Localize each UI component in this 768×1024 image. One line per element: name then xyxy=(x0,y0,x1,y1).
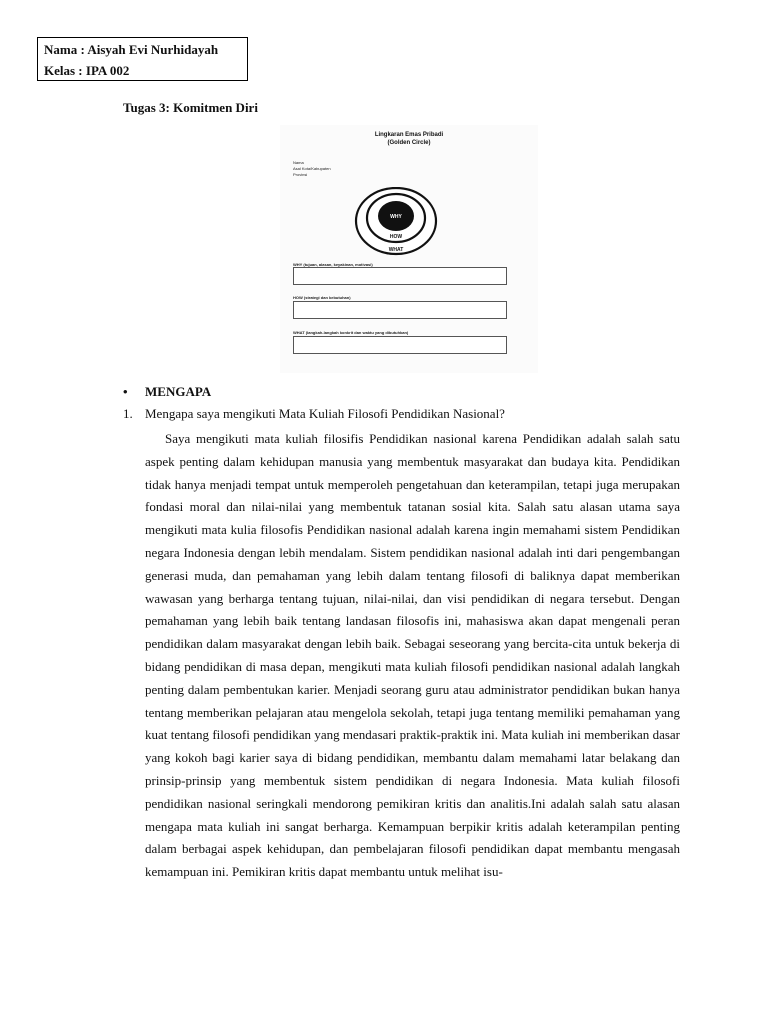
worksheet-field-name: Nama xyxy=(293,160,304,165)
answer-paragraph: Saya mengikuti mata kuliah filosifis Pendidikan nasional karena Pendidikan adalah salah satu aspek penting dalam kehidupan manusia yang membentuk masyarakat dan budaya kita. Pendidikan tidak hanya menjadi tempat untuk memperoleh pengetahuan dan keterampilan, tetapi juga merupakan fondasi moral dan nilai-nilai yang membentuk tatanan sosial kita. Salah satu alasan utama saya mengikuti mata kulia filosofis Pendidikan nasional adalah karena ingin memahami sistem Pendidikan negara Indonesia dengan lebih mendalam. Sistem pendidikan nasional adalah inti dari pengembangan generasi muda, dan pemahaman yang lebih dalam tentang filosofi di baliknya dapat memberikan wawasan yang berharga tentang tujuan, nilai-nilai, dan visi pendidikan di negara tersebut. Dengan pemahaman yang lebih baik tentang landasan filosofis ini, mahasiswa akan dapat mengenali peran pendidikan dalam masyarakat dengan lebih baik. Sebagai seseorang yang bercita-cita untuk bekerja di bidang pendidikan di masa depan, mengikuti mata kuliah filosofi pendidikan nasional adalah langkah penting dalam pembentukan karier. Menjadi seorang guru atau administrator pendidikan bukan hanya tentang memberikan pelajaran atau mengelola sekolah, tetapi juga tentang memiliki pemahaman yang kuat tentang filosofi pendidikan yang mendasari praktik-praktik ini. Mata kuliah ini memberikan dasar yang kokoh bagi karier saya di bidang pendidikan, membantu dalam memahami latar belakang dan prinsip-prinsip yang membentuk sistem pendidikan di negara Indonesia. Mata kuliah filosofi pendidikan nasional seringkali mendorong pemikiran kritis dan analitis.Ini adalah salah satu alasan mengapa mata kuliah ini sangat berharga. Kemampuan berpikir kritis adalah keterampilan penting dalam berbagai aspek kehidupan, dan pembelajaran filosofi pendidikan dapat membantu mengasah kemampuan ini. Pemikiran kritis dapat membantu untuk melihat isu- xyxy=(145,431,680,880)
worksheet-field-city: Asal Kota/Kabupaten xyxy=(293,166,331,171)
why-answer-box xyxy=(293,267,507,285)
class-line: Kelas : IPA 002 xyxy=(44,63,130,78)
identity-box xyxy=(37,37,248,81)
how-answer-box xyxy=(293,301,507,319)
worksheet-field-province: Provinsi xyxy=(293,172,308,177)
question-text: Mengapa saya mengikuti Mata Kuliah Filosofi Pendidikan Nasional? xyxy=(145,406,505,421)
what-label: WHAT xyxy=(388,247,404,253)
why-label: WHY xyxy=(390,214,402,220)
why-prompt: WHY (tujuan, alasan, keyakinan, motivasi) xyxy=(293,262,373,267)
section-heading xyxy=(123,384,211,400)
task-title: Tugas 3: Komitmen Diri xyxy=(123,100,258,115)
what-answer-box xyxy=(293,336,507,354)
section-heading-text: MENGAPA xyxy=(145,384,212,399)
question xyxy=(123,406,505,422)
how-prompt: HOW (strategi dan kebutuhan) xyxy=(293,295,351,300)
question-number: 1. xyxy=(123,406,133,421)
golden-circle-diagram xyxy=(354,187,438,257)
how-label: HOW xyxy=(389,234,403,240)
golden-circle-worksheet-image xyxy=(280,125,538,373)
bullet-mark: • xyxy=(123,384,128,399)
what-prompt: WHAT (langkah-langkah konkrit dan waktu yang dibutuhkan) xyxy=(293,330,409,335)
worksheet-title: Lingkaran Emas Pribadi xyxy=(374,132,444,138)
name-line: Nama : Aisyah Evi Nurhidayah xyxy=(44,42,219,57)
worksheet-subtitle: (Golden Circle) xyxy=(387,140,431,146)
